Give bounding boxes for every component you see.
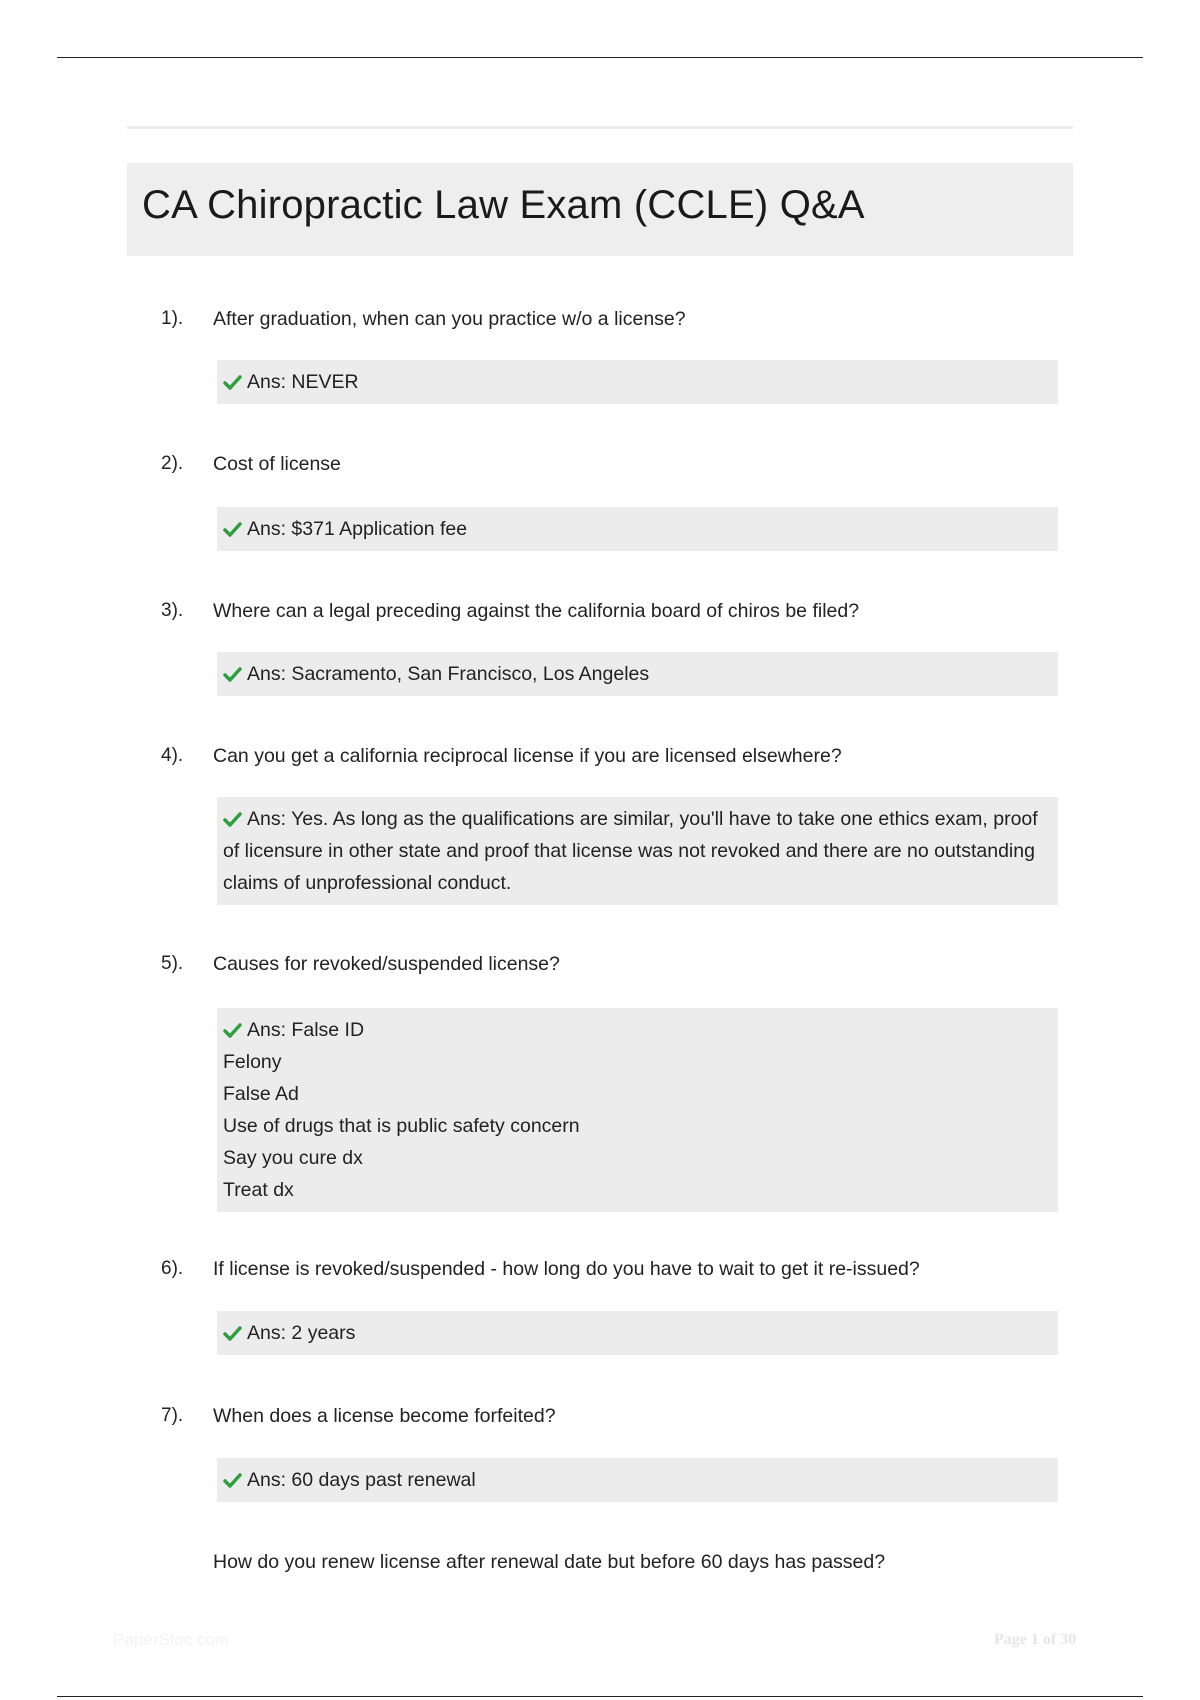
answer-line-1 xyxy=(223,1317,1049,1349)
answer-box xyxy=(217,360,1058,404)
answer-line-1 xyxy=(223,803,1049,899)
answer-line-5: Say you cure dx xyxy=(223,1147,363,1169)
answer-line-3: False Ad xyxy=(223,1083,299,1105)
answer-text: Ans: 2 years xyxy=(247,1322,356,1344)
check-icon xyxy=(223,811,242,828)
page-title: CA Chiropractic Law Exam (CCLE) Q&A xyxy=(142,183,865,227)
question-text: Causes for revoked/suspended license? xyxy=(213,953,560,975)
answer-line-1 xyxy=(223,513,1049,545)
question-number: 4). xyxy=(161,745,184,766)
top-rule xyxy=(57,57,1143,58)
question-number: 7). xyxy=(161,1405,184,1426)
answer-text: Ans: False ID xyxy=(247,1019,365,1041)
answer-line-2: Felony xyxy=(223,1051,282,1073)
answer-line-4: Use of drugs that is public safety concern xyxy=(223,1115,580,1137)
check-icon xyxy=(223,666,242,683)
answer-line-1 xyxy=(223,1014,1049,1046)
answer-box xyxy=(217,1311,1058,1355)
answer-box xyxy=(217,1008,1058,1212)
title-banner xyxy=(127,163,1073,256)
question-text: Cost of license xyxy=(213,453,341,475)
answer-box xyxy=(217,507,1058,551)
question-text: When does a license become forfeited? xyxy=(213,1405,556,1427)
check-icon xyxy=(223,1325,242,1342)
check-icon xyxy=(223,521,242,538)
question-number: 2). xyxy=(161,453,184,474)
answer-text: Ans: $371 Application fee xyxy=(247,518,468,540)
answer-line-1 xyxy=(223,366,1049,398)
question-text: Can you get a california reciprocal license if you are licensed elsewhere? xyxy=(213,745,842,767)
bottom-rule xyxy=(57,1696,1143,1697)
check-icon xyxy=(223,374,242,391)
title-divider xyxy=(127,126,1073,129)
answer-box xyxy=(217,652,1058,696)
question-number: 1). xyxy=(161,308,184,329)
question-number: 5). xyxy=(161,953,184,974)
answer-line-1 xyxy=(223,658,1049,690)
check-icon xyxy=(223,1472,242,1489)
answer-box xyxy=(217,797,1058,905)
answer-box xyxy=(217,1458,1058,1502)
question-number: 6). xyxy=(161,1258,184,1279)
check-icon xyxy=(223,1022,242,1039)
answer-text: Ans: 60 days past renewal xyxy=(247,1469,476,1491)
question-number: 3). xyxy=(161,600,184,621)
answer-text: Ans: Yes. As long as the qualifications are similar, you'll have to take one ethics exam, proof of licensure in other state and proof that license was not revoked and there are no outstanding claims of unprofessional conduct. xyxy=(223,808,1038,894)
question-text: Where can a legal preceding against the california board of chiros be filed? xyxy=(213,600,860,622)
question-text: How do you renew license after renewal date but before 60 days has passed? xyxy=(213,1551,886,1573)
question-text: If license is revoked/suspended - how long do you have to wait to get it re-issued? xyxy=(213,1258,920,1280)
question-text: After graduation, when can you practice w/o a license? xyxy=(213,308,686,330)
answer-line-6: Treat dx xyxy=(223,1179,294,1201)
answer-text: Ans: Sacramento, San Francisco, Los Angeles xyxy=(247,663,650,685)
answer-text: Ans: NEVER xyxy=(247,371,359,393)
page-number: Page 1 of 30 xyxy=(994,1631,1077,1648)
watermark-text: PaperStoc.com xyxy=(113,1630,230,1649)
answer-line-1 xyxy=(223,1464,1049,1496)
